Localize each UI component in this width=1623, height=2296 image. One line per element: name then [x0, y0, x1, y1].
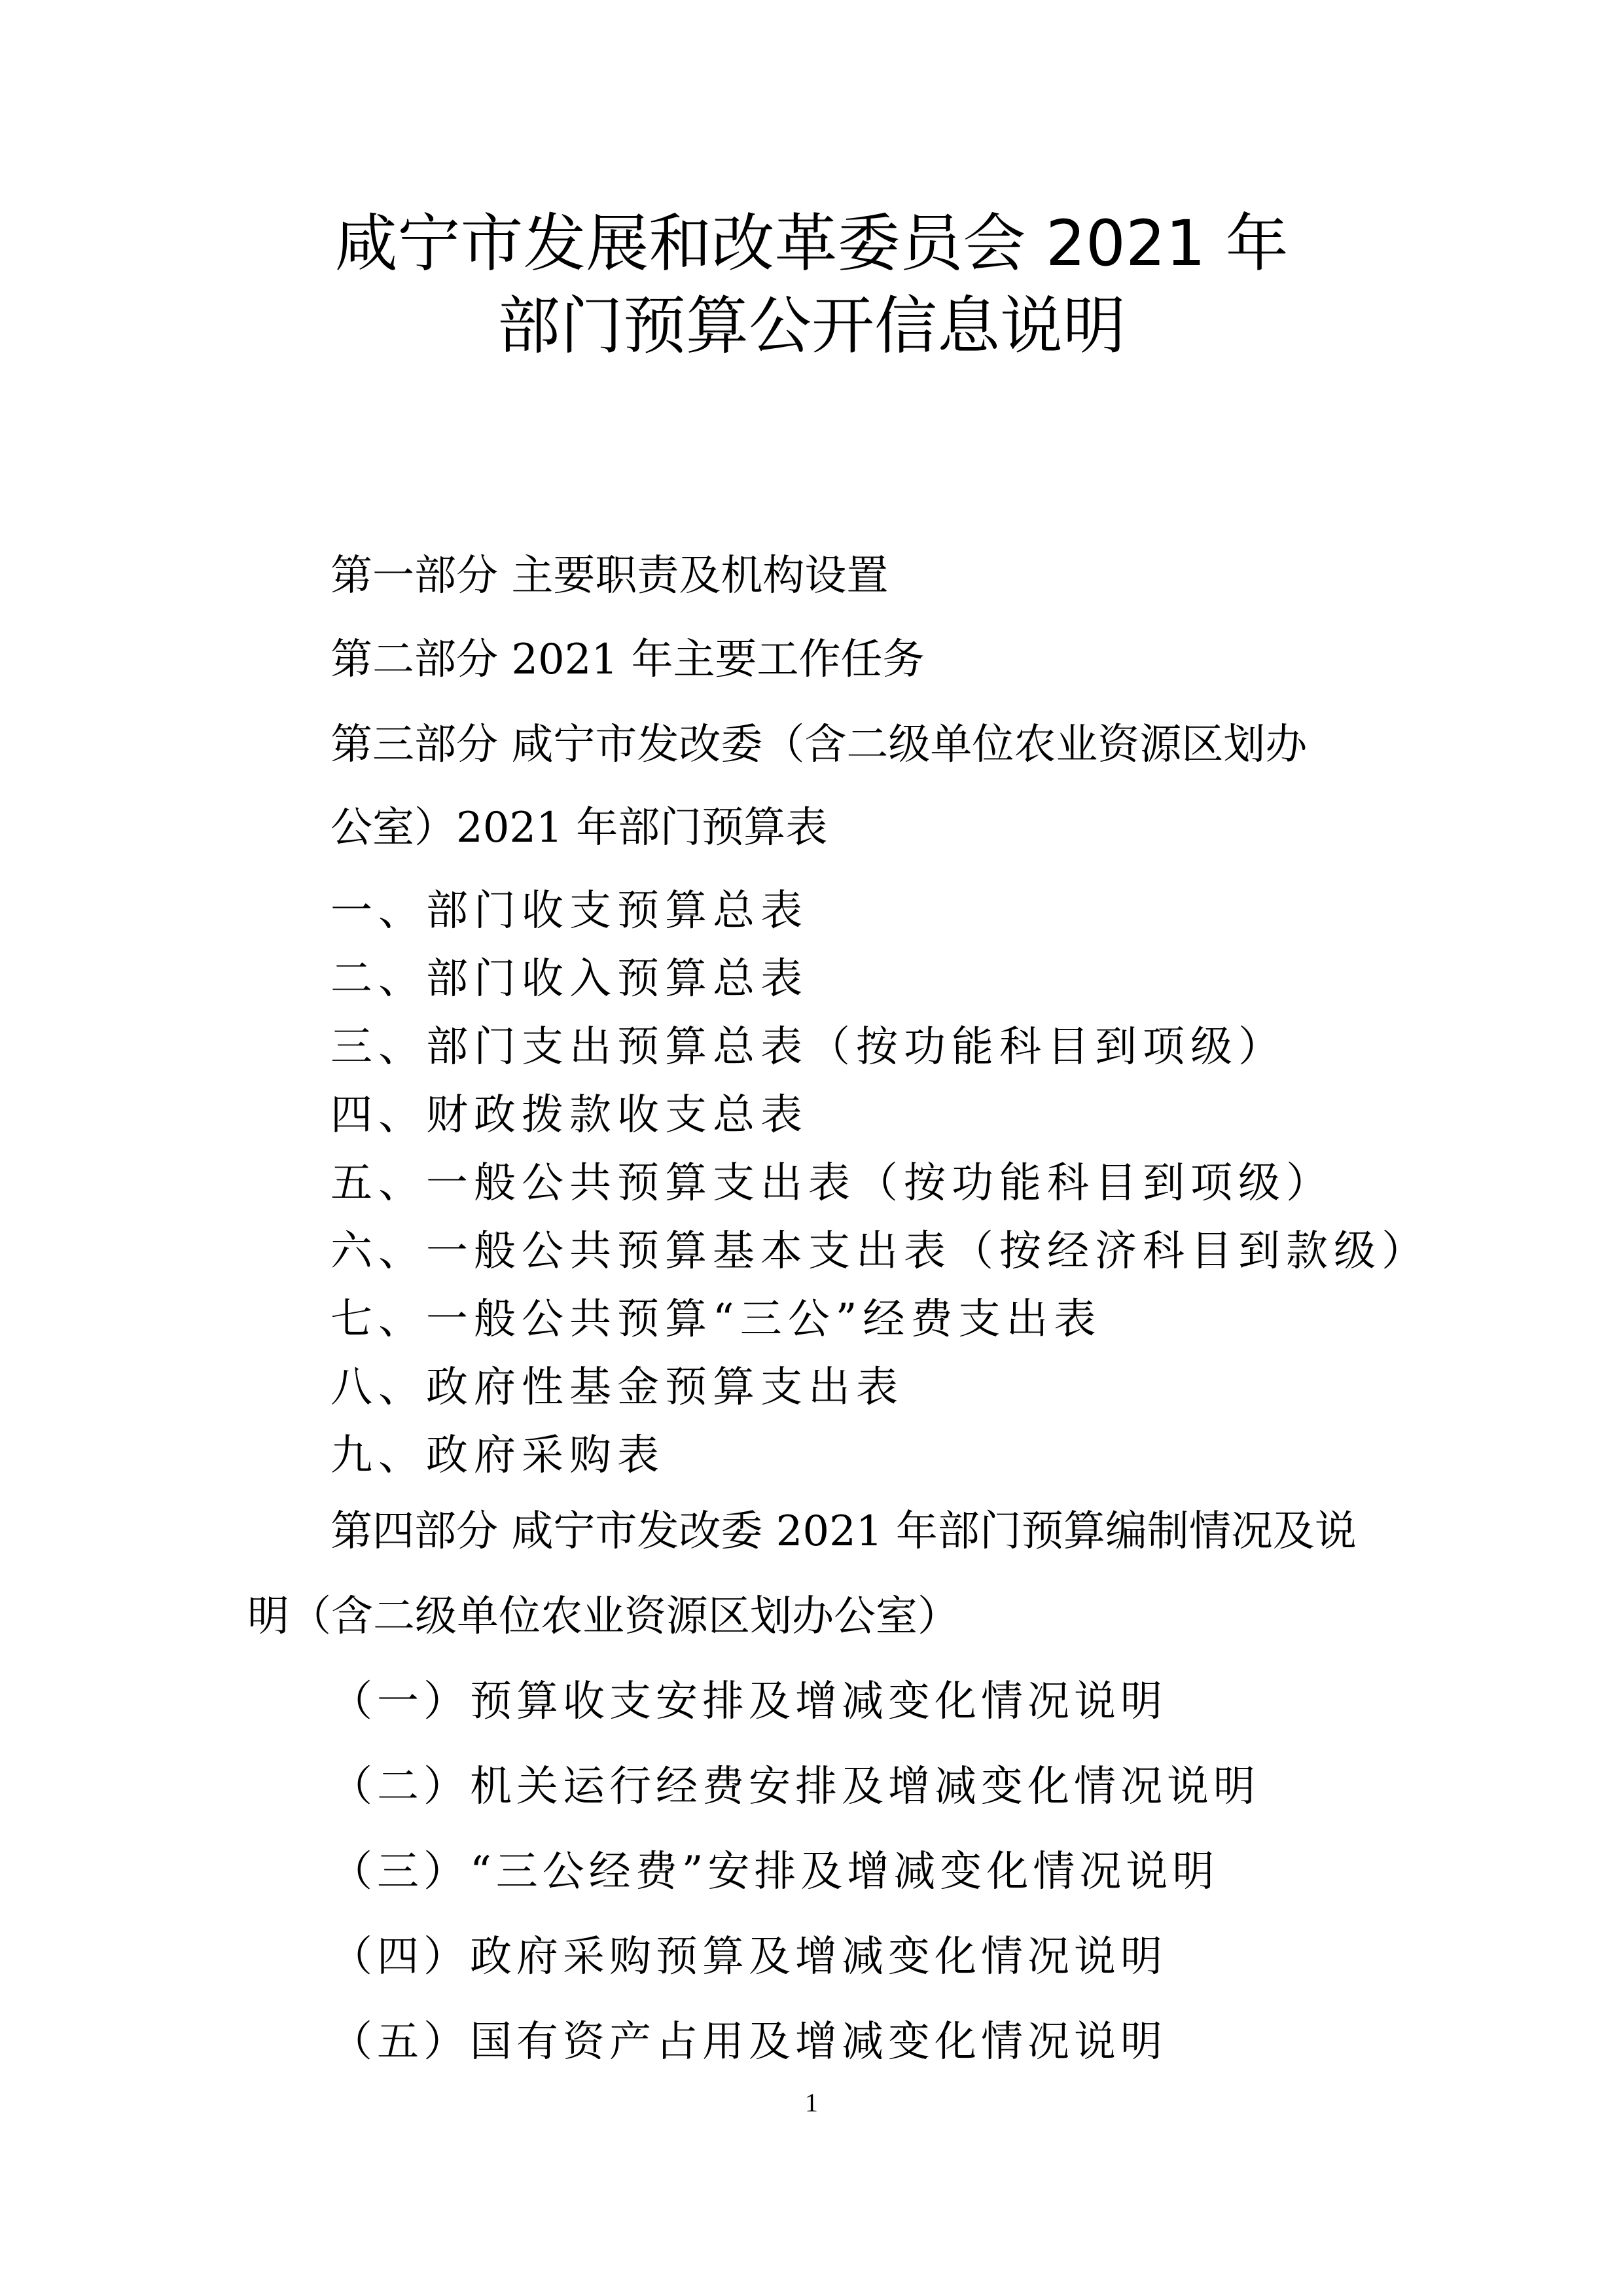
- toc-part-3-line-2: 公室）2021 年部门预算表: [330, 804, 828, 852]
- toc-table-item: 七、一般公共预算“三公”经费支出表: [330, 1295, 1102, 1344]
- toc-section-item: （五）国有资产占用及增减变化情况说明: [330, 2018, 1167, 2066]
- document-title-line-2: 部门预算公开信息说明: [497, 289, 1126, 363]
- toc-table-item: 三、部门支出预算总表（按功能科目到项级）: [330, 1023, 1286, 1071]
- toc-table-item: 五、一般公共预算支出表（按功能科目到项级）: [330, 1159, 1334, 1208]
- toc-table-item: 四、财政拨款收支总表: [330, 1091, 808, 1139]
- toc-part-4-line-1: 第四部分 咸宁市发改委 2021 年部门预算编制情况及说: [330, 1507, 1357, 1556]
- toc-section-item: （四）政府采购预算及增减变化情况说明: [330, 1933, 1167, 1981]
- document-title-line-1: 咸宁市发展和改革委员会 2021 年: [334, 207, 1289, 280]
- toc-part-2: 第二部分 2021 年主要工作任务: [330, 636, 925, 684]
- toc-table-item: 八、政府性基金预算支出表: [330, 1363, 904, 1412]
- toc-table-item: 六、一般公共预算基本支出表（按经济科目到款级）: [330, 1227, 1429, 1276]
- toc-section-item: （一）预算收支安排及增减变化情况说明: [330, 1677, 1167, 1726]
- toc-part-3-line-1: 第三部分 咸宁市发改委（含二级单位农业资源区划办: [330, 721, 1308, 769]
- toc-part-4-line-2: 明（含二级单位农业资源区划办公室）: [247, 1592, 959, 1641]
- toc-table-item: 一、部门收支预算总表: [330, 887, 808, 935]
- page-number: 1: [805, 2088, 818, 2117]
- toc-section-item: （三）“三公经费”安排及增减变化情况说明: [330, 1848, 1219, 1896]
- toc-section-item: （二）机关运行经费安排及增减变化情况说明: [330, 1763, 1260, 1811]
- toc-table-item: 二、部门收入预算总表: [330, 955, 808, 1003]
- toc-table-item: 九、政府采购表: [330, 1431, 665, 1480]
- toc-part-1: 第一部分 主要职责及机构设置: [330, 552, 889, 600]
